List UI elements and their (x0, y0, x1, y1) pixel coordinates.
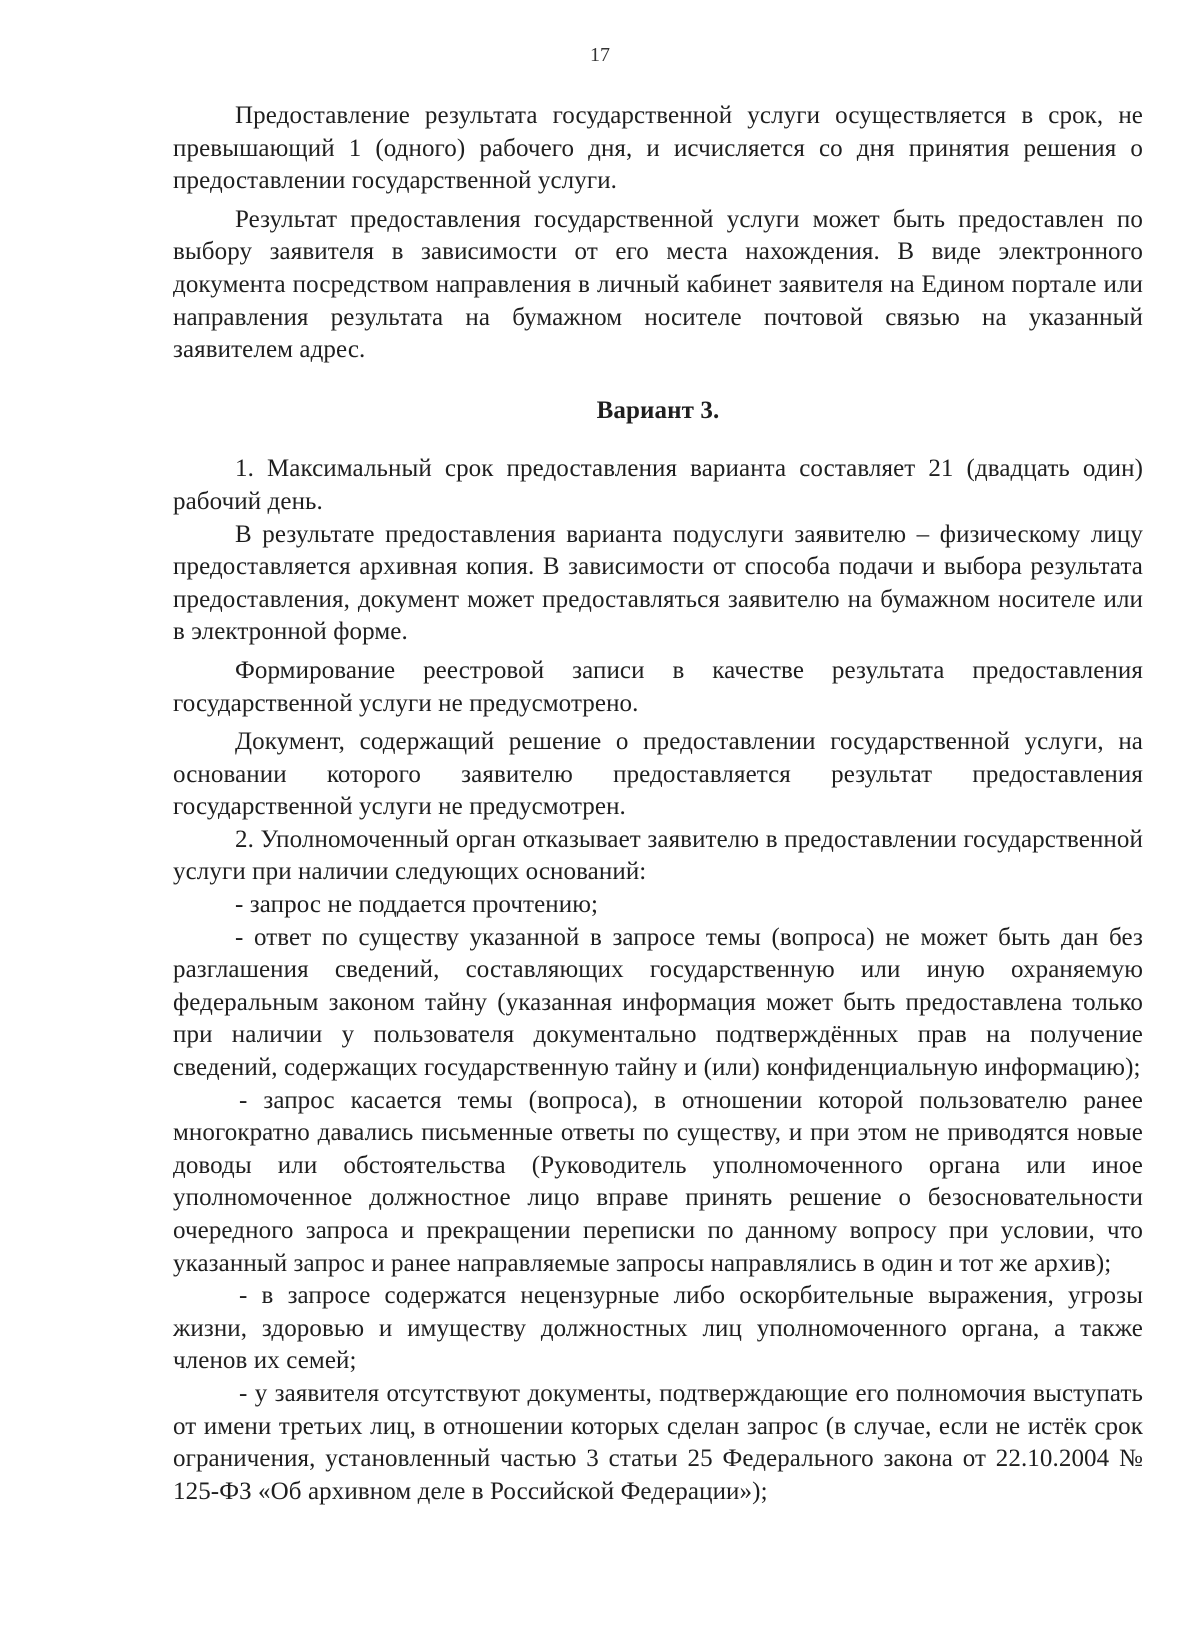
page-number: 17 (590, 44, 610, 66)
list-item: - запрос касается темы (вопроса), в отношении которой пользователю ранее многократно давались письменные ответы по существу, и при этом не приводятся новые доводы или обстоятельства (Руководитель уполномоченного органа или иное уполномоченное должностное лицо вправе принять решение о безосновательности очередного запроса и прекращении переписки по данному вопросу при условии, что указанный запрос и ранее направляемые запросы направлялись в один и тот же архив); (173, 1086, 1143, 1277)
paragraph: Формирование реестровой записи в качестве результата предоставления государственной услуги не предусмотрено. (173, 656, 1143, 717)
document-body (173, 100, 1143, 1508)
paragraph: Документ, содержащий решение о предоставлении государственной услуги, на основании которого заявителю предоставляется результат предоставления государственной услуги не предусмотрен. (173, 728, 1143, 821)
paragraph: В результате предоставления варианта подуслуги заявителю – физическому лицу предоставляется архивная копия. В зависимости от способа подачи и выбора результата предоставления, документ может предоставляться заявителю на бумажном носителе или в электронной форме. (173, 520, 1143, 646)
paragraph: 1. Максимальный срок предоставления варианта составляет 21 (двадцать один) рабочий день. (173, 455, 1143, 515)
section-heading: Вариант 3. (596, 396, 720, 424)
list-item: - ответ по существу указанной в запросе темы (вопроса) не может быть дан без разглашения сведений, составляющих государственную или иную охраняемую федеральным законом тайну (указанная информация может быть предоставлена только при наличии у пользователя документально подтверждённых прав на получение сведений, содержащих государственную тайну и (или) конфиденциальную информацию); (173, 923, 1143, 1082)
paragraph: Предоставление результата государственной услуги осуществляется в срок, не превышающий 1 (одного) рабочего дня, и исчисляется со дня принятия решения о предоставлении государственной услуги. (173, 102, 1143, 195)
list-item: - запрос не поддается прочтению; (235, 891, 599, 919)
paragraph: 2. Уполномоченный орган отказывает заявителю в предоставлении государственной услуги при наличии следующих оснований: (173, 825, 1143, 886)
list-item: - у заявителя отсутствуют документы, подтверждающие его полномочия выступать от имени третьих лиц, в отношении которых сделан запрос (в случае, если не истёк срок ограничения, установленный частью 3 статьи 25 Федерального закона от 22.10.2004 № 125-ФЗ «Об архивном деле в Российской Федерации»); (173, 1379, 1143, 1505)
list-item: - в запросе содержатся нецензурные либо оскорбительные выражения, угрозы жизни, здоровью и имуществу должностных лиц уполномоченного органа, а также членов их семей; (173, 1282, 1143, 1375)
paragraph: Результат предоставления государственной услуги может быть предоставлен по выбору заявителя в зависимости от его места нахождения. В виде электронного документа посредством направления в личный кабинет заявителя на Едином портале или направления результата на бумажном носителе почтовой связью на указанный заявителем адрес. (173, 205, 1143, 364)
